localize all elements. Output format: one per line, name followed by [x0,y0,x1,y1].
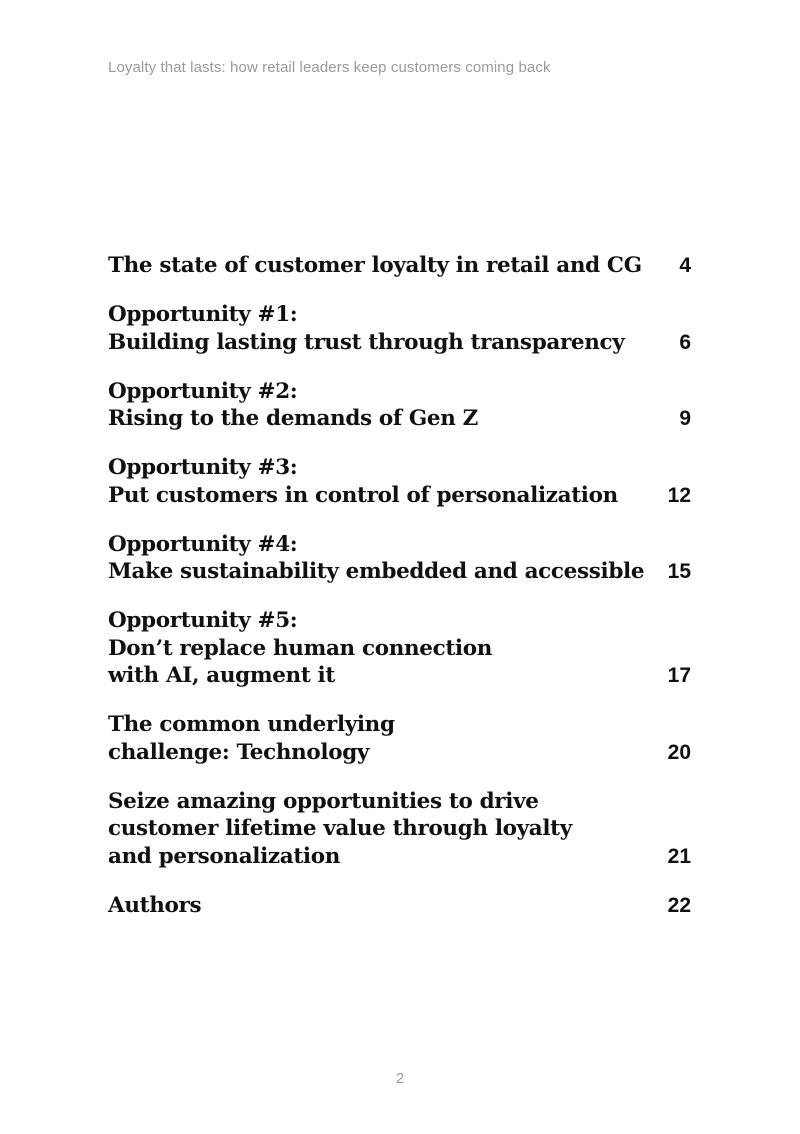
toc-entry-title [108,531,644,586]
toc-entry-page-number: 21 [667,844,691,868]
toc-entry-title [108,252,642,280]
toc-entry-title-line: Seize amazing opportunities to drive [108,788,539,814]
toc-entry-title-line: Put customers in control of personalization [108,482,618,508]
table-of-contents [108,252,691,941]
toc-entry-title-line: Rising to the demands of Gen Z [108,406,479,431]
toc-entry-page-number: 6 [679,330,691,354]
toc-entry-authors[interactable] [108,892,691,920]
toc-entry-title-line: Opportunity #4: [108,531,298,557]
toc-entry-title-line: Opportunity #1: [108,302,298,327]
toc-entry-title [108,301,624,356]
toc-entry-page-number: 12 [667,483,691,507]
toc-entry-title-line: Don’t replace human connection [108,635,493,661]
toc-entry-title-line: with AI, augment it [108,663,335,688]
toc-entry-title-line: customer lifetime value through loyalty [108,816,572,841]
toc-entry-title-line: and personalization [108,843,341,869]
toc-entry-title-line: Opportunity #5: [108,608,298,633]
toc-entry-page-number: 17 [667,664,691,687]
toc-entry-seize-opportunities[interactable] [108,788,691,871]
toc-entry-state-of-loyalty[interactable] [108,252,691,280]
toc-entry-title-line: Opportunity #2: [108,378,298,404]
toc-entry-title-line: The state of customer loyalty in retail and CG [108,253,642,278]
toc-entry-title [108,788,572,871]
toc-entry-page-number: 22 [667,893,691,917]
toc-entry-opportunity-1[interactable] [108,301,691,356]
toc-entry-title [108,711,395,766]
toc-entry-title [108,378,478,433]
toc-entry-opportunity-3[interactable] [108,454,691,509]
toc-entry-opportunity-2[interactable] [108,378,691,433]
toc-entry-title [108,892,201,920]
toc-entry-title-line: Opportunity #3: [108,455,298,480]
toc-entry-title-line: The common underlying [108,712,395,737]
toc-entry-page-number: 20 [667,740,691,764]
toc-entry-title-line: Make sustainability embedded and accessible [108,559,645,584]
toc-entry-title [108,454,618,509]
toc-entry-page-number: 9 [679,407,691,430]
toc-entry-title-line: Authors [108,892,202,918]
running-header: Loyalty that lasts: how retail leaders keep customers coming back [108,59,551,76]
toc-entry-title-line: Building lasting trust through transparency [108,329,625,355]
toc-entry-opportunity-4[interactable] [108,531,691,586]
toc-entry-page-number: 15 [667,560,691,583]
toc-entry-technology-challenge[interactable] [108,711,691,766]
toc-entry-opportunity-5[interactable] [108,607,691,690]
page-number: 2 [395,1070,405,1087]
toc-entry-page-number: 4 [679,254,691,277]
toc-entry-title-line: challenge: Technology [108,739,370,765]
toc-entry-title [108,607,492,690]
